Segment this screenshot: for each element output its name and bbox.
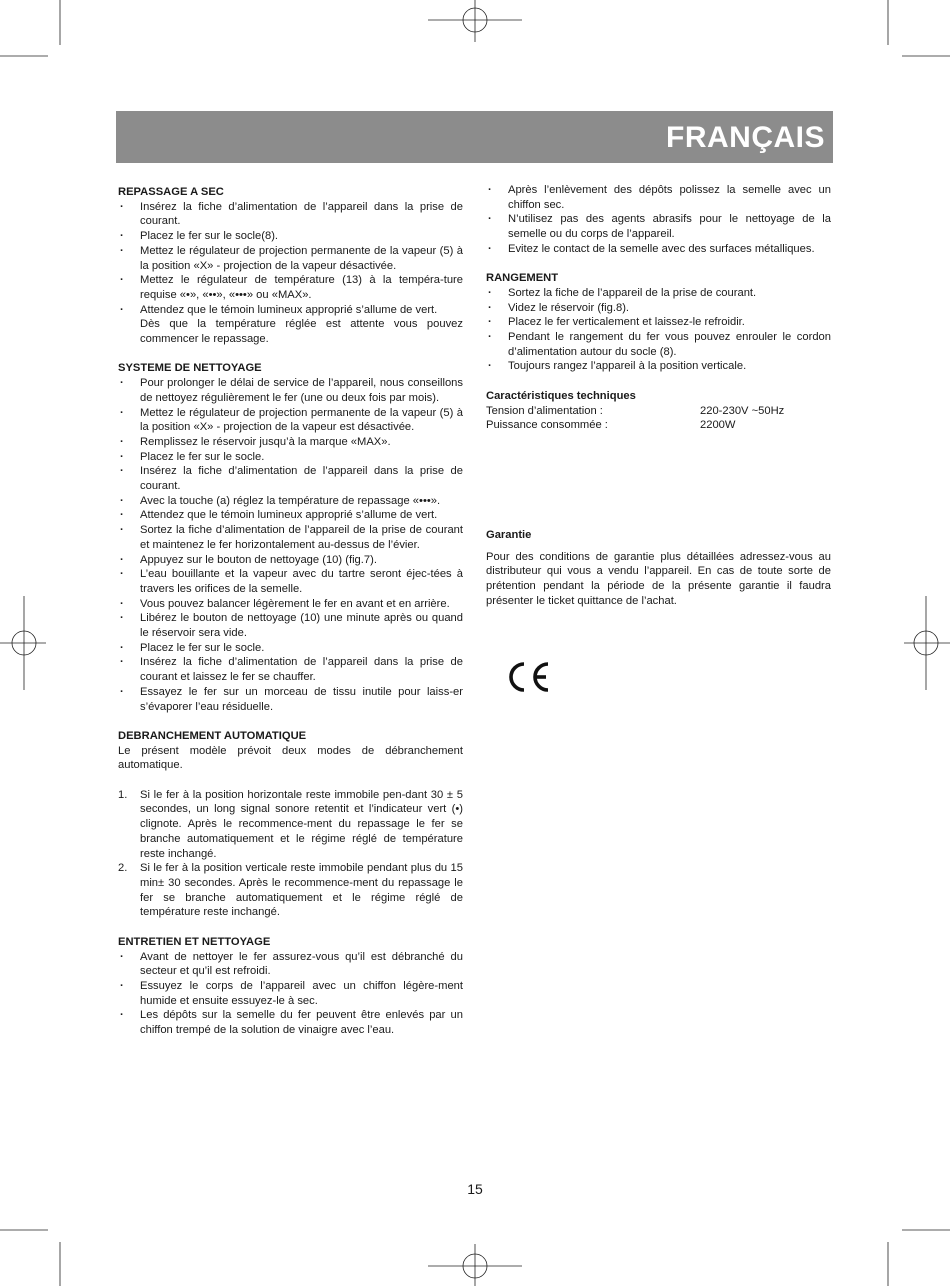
list-item-text: Si le fer à la position horizontale reste immobile pen-dant 30 ± 5 secondes, un long signal sonore retentit et l’indicateur vert (•) clignote. Après le recommence-ment du repassage le fer se branche automatiquement et le régime réglé de température reste inchangé.	[140, 788, 463, 860]
list-item	[118, 861, 463, 920]
list-item	[118, 303, 463, 347]
list-item: · Pendant le rangement du fer vous pouvez enrouler le cordon d’alimentation autour du socle (8).	[486, 330, 831, 359]
list-item: · Videz le réservoir (fig.8).	[486, 301, 831, 316]
list-item: · Avant de nettoyer le fer assurez-vous qu’il est débranché du secteur et qu’il est refroidi.	[118, 950, 463, 979]
list-item: · Placez le fer verticalement et laissez-le refroidir.	[486, 315, 831, 330]
list-item: · Essayez le fer sur un morceau de tissu inutile pour laiss-er s’évaporer l’eau résiduelle.	[118, 685, 463, 714]
list-item-extra: Dès que la température réglée est attente vous pouvez commencer le repassage.	[140, 318, 463, 346]
spec-label: Puissance consommée :	[486, 419, 608, 432]
right-column	[486, 183, 831, 608]
section-title-rangement: RANGEMENT	[486, 272, 559, 285]
list-item: · L’eau bouillante et la vapeur avec du tartre seront éjec-tées à travers les orifices de la semelle.	[118, 567, 463, 596]
list-item: · Avec la touche (a) réglez la température de repassage «•••».	[118, 494, 463, 509]
list-item: · Sortez la fiche d’alimentation de l’appareil de la prise de courant et maintenez le fer horizontalement au-dessus de l’évier.	[118, 523, 463, 552]
list-item: · Vous pouvez balancer légèrement le fer en avant et en arrière.	[118, 597, 463, 612]
list-item: · Insérez la fiche d’alimentation de l’appareil dans la prise de courant.	[118, 200, 463, 229]
rangement-list	[486, 286, 831, 374]
list-item: · Attendez que le témoin lumineux approprié s’allume de vert.	[118, 508, 463, 523]
list-item: · Essuyez le corps de l’appareil avec un chiffon légère-ment humide et ensuite essuyez-le à sec.	[118, 979, 463, 1008]
list-item-text: Si le fer à la position verticale reste immobile pendant plus du 15 min± 30 secondes. Après le recommence-ment du repassage le fer se branche automatiquement et le régime réglé de température reste inchangé.	[140, 862, 463, 919]
entretien-continued-list	[486, 183, 831, 257]
list-item: · Insérez la fiche d’alimentation de l’appareil dans la prise de courant et laissez le fer se chauffer.	[118, 655, 463, 684]
section-title-entretien: ENTRETIEN ET NETTOYAGE	[118, 935, 271, 948]
list-item: · Insérez la fiche d’alimentation de l’appareil dans la prise de courant.	[118, 464, 463, 493]
garantie-text: Pour des conditions de garantie plus détaillées adressez-vous au distributeur qui vous a vendu l’appareil. En cas de toute sorte de prétention pendant la période de la présente garantie il faudra présenter le ticket quittance de l’achat.	[486, 550, 831, 607]
spec-row-voltage	[486, 404, 831, 419]
section-title-systeme: SYSTEME DE NETTOYAGE	[118, 362, 262, 375]
section-title-garantie: Garantie	[486, 528, 532, 541]
list-item: · N’utilisez pas des agents abrasifs pour le nettoyage de la semelle ou du corps de l’appareil.	[486, 212, 831, 241]
page-number: 15	[467, 1181, 483, 1197]
section-title-repassage: REPASSAGE A SEC	[118, 186, 224, 198]
list-item: · Pour prolonger le délai de service de l’appareil, nous conseillons de nettoyez régulièrement le fer (une ou deux fois par mois).	[118, 376, 463, 405]
systeme-list	[118, 376, 463, 714]
spec-value: 220-230V ~50Hz	[700, 404, 785, 417]
language-title: FRANÇAIS	[666, 121, 825, 154]
list-item: · Mettez le régulateur de projection permanente de la vapeur (5) à la position «X» - projection de la vapeur est désactivée.	[118, 406, 463, 435]
entretien-list	[118, 950, 463, 1038]
list-item: · Appuyez sur le bouton de nettoyage (10) (fig.7).	[118, 553, 463, 568]
list-item: · Placez le fer sur le socle(8).	[118, 229, 463, 244]
list-item: · Mettez le régulateur de température (13) à la tempéra-ture requise «•», «••», «•••» ou «MAX».	[118, 273, 463, 302]
debranchement-intro: Le présent modèle prévoit deux modes de débranchement automatique.	[118, 744, 463, 772]
list-item: · Evitez le contact de la semelle avec des surfaces métalliques.	[486, 242, 831, 257]
list-item: · Placez le fer sur le socle.	[118, 450, 463, 465]
list-item	[118, 788, 463, 862]
section-title-specs: Caractéristiques techniques	[486, 389, 636, 402]
spec-label: Tension d’alimentation :	[486, 404, 603, 417]
list-item: · Placez le fer sur le socle.	[118, 641, 463, 656]
repassage-list	[118, 200, 463, 347]
list-number: 2.	[118, 862, 128, 875]
list-item: · Après l’enlèvement des dépôts polissez la semelle avec un chiffon sec.	[486, 183, 831, 212]
list-item: · Toujours rangez l’appareil à la position verticale.	[486, 359, 831, 374]
list-item: · Sortez la fiche de l’appareil de la prise de courant.	[486, 286, 831, 301]
list-item: · Les dépôts sur la semelle du fer peuvent être enlevés par un chiffon trempé de la solution de vinaigre avec l’eau.	[118, 1008, 463, 1037]
ce-mark-icon	[505, 660, 551, 694]
section-title-debranchement: DEBRANCHEMENT AUTOMATIQUE	[118, 729, 307, 742]
list-item: · Remplissez le réservoir jusqu’à la marque «MAX».	[118, 435, 463, 450]
list-item: · Libérez le bouton de nettoyage (10) une minute après ou quand le réservoir sera vide.	[118, 611, 463, 640]
left-column	[118, 185, 463, 1038]
list-item: · Mettez le régulateur de projection permanente de la vapeur (5) à la position «X» - projection de la vapeur désactivée.	[118, 244, 463, 273]
spec-value: 2200W	[700, 419, 736, 432]
language-header-bar	[116, 111, 833, 163]
debranchement-list	[118, 788, 463, 920]
list-item-text: · Attendez que le témoin lumineux approprié s’allume de vert.	[140, 303, 438, 316]
spec-row-power	[486, 418, 831, 433]
list-number: 1.	[118, 788, 128, 801]
